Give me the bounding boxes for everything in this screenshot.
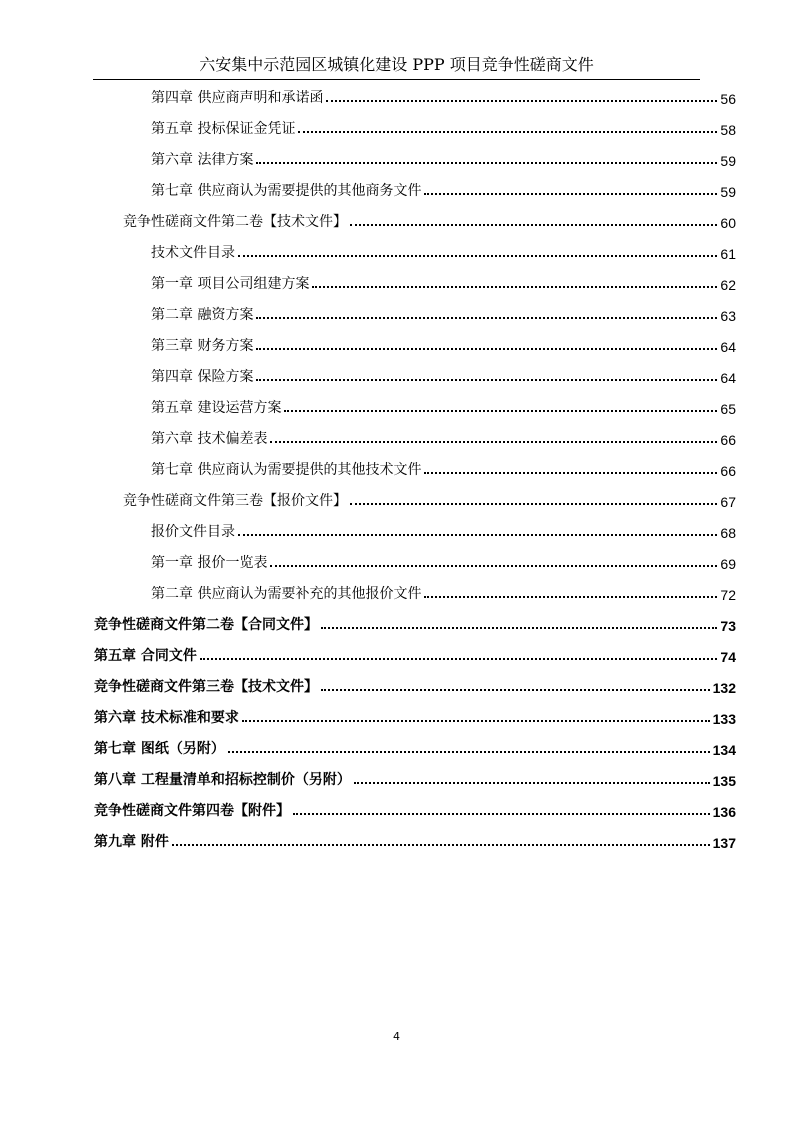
toc-entry-title: 竞争性磋商文件第三卷【报价文件】 [123,493,347,509]
toc-entry[interactable] [94,674,736,696]
toc-entry[interactable] [151,333,736,355]
toc-leader-dots [172,844,710,846]
toc-entry-page: 137 [712,835,736,851]
toc-entry-title: 第四章 供应商声明和承诺函 [151,90,324,106]
toc-entry-title: 第九章 附件 [94,834,169,850]
toc-leader-dots [321,627,717,629]
toc-entry[interactable] [94,612,736,634]
toc-leader-dots [326,100,717,102]
toc-leader-dots [256,379,717,381]
toc-leader-dots [284,410,717,412]
toc-leader-dots [350,224,717,226]
toc-entry-page: 59 [720,184,736,200]
toc-entry-title: 竞争性磋商文件第二卷【技术文件】 [123,214,347,230]
toc-entry-title: 第五章 投标保证金凭证 [151,121,296,137]
toc-entry-page: 63 [720,308,736,324]
toc-entry[interactable] [94,829,736,851]
toc-entry-page: 56 [720,91,736,107]
toc-entry-title: 报价文件目录 [151,524,235,540]
document-header-title: 六安集中示范园区城镇化建设 PPP 项目竞争性磋商文件 [199,55,594,74]
toc-entry-title: 第七章 供应商认为需要提供的其他商务文件 [151,183,422,199]
toc-entry-title: 第五章 建设运营方案 [151,400,282,416]
toc-entry-page: 58 [720,122,736,138]
toc-leader-dots [424,472,717,474]
toc-leader-dots [242,720,710,722]
toc-entry-title: 第七章 图纸（另附） [94,741,225,757]
toc-entry-title: 第二章 供应商认为需要补充的其他报价文件 [151,586,422,602]
toc-entry[interactable] [151,519,736,541]
toc-entry-page: 64 [720,339,736,355]
toc-entry-page: 60 [720,215,736,231]
toc-entry-page: 67 [720,494,736,510]
toc-entry-title: 第六章 技术标准和要求 [94,710,239,726]
toc-leader-dots [270,441,717,443]
toc-leader-dots [312,286,717,288]
toc-entry-page: 133 [712,711,736,727]
toc-leader-dots [256,317,717,319]
toc-entry-title: 第六章 技术偏差表 [151,431,268,447]
toc-entry[interactable] [151,426,736,448]
toc-entry-title: 第八章 工程量清单和招标控制价（另附） [94,772,351,788]
toc-entry[interactable] [94,736,736,758]
toc-leader-dots [238,534,717,536]
toc-entry-title: 竞争性磋商文件第二卷【合同文件】 [94,617,318,633]
page-number: 4 [393,1030,400,1043]
toc-entry-title: 竞争性磋商文件第四卷【附件】 [94,803,290,819]
toc-entry-page: 72 [720,587,736,603]
toc-leader-dots [298,131,717,133]
toc-entry[interactable] [94,705,736,727]
toc-entry[interactable] [151,302,736,324]
toc-entry[interactable] [94,643,736,665]
toc-entry[interactable] [151,550,736,572]
toc-entry-title: 第七章 供应商认为需要提供的其他技术文件 [151,462,422,478]
toc-entry-page: 68 [720,525,736,541]
toc-entry-page: 136 [712,804,736,820]
toc-leader-dots [293,813,710,815]
toc-entry-page: 132 [712,680,736,696]
toc-leader-dots [350,503,717,505]
toc-entry-page: 135 [712,773,736,789]
toc-entry[interactable] [151,240,736,262]
toc-leader-dots [354,782,710,784]
toc-leader-dots [200,658,718,660]
toc-entry-page: 134 [712,742,736,758]
toc-entry-page: 64 [720,370,736,386]
toc-entry-page: 69 [720,556,736,572]
toc-leader-dots [228,751,710,753]
toc-entry-title: 第五章 合同文件 [94,648,197,664]
toc-entry[interactable] [151,271,736,293]
toc-entry[interactable] [151,364,736,386]
toc-leader-dots [424,193,717,195]
toc-leader-dots [256,348,717,350]
toc-entry-title: 第四章 保险方案 [151,369,254,385]
toc-entry-page: 74 [720,649,736,665]
toc-entry-page: 66 [720,463,736,479]
toc-entry[interactable] [151,395,736,417]
toc-entry-title: 第一章 报价一览表 [151,555,268,571]
toc-entry[interactable] [151,116,736,138]
toc-entry-page: 62 [720,277,736,293]
toc-entry-page: 73 [720,618,736,634]
toc-entry[interactable] [151,85,736,107]
toc-entry-page: 59 [720,153,736,169]
toc-entry[interactable] [94,798,736,820]
toc-leader-dots [270,565,717,567]
toc-entry-title: 第三章 财务方案 [151,338,254,354]
toc-leader-dots [321,689,710,691]
toc-entry-title: 竞争性磋商文件第三卷【技术文件】 [94,679,318,695]
toc-entry[interactable] [123,209,736,231]
toc-entry-title: 第二章 融资方案 [151,307,254,323]
toc-entry[interactable] [151,147,736,169]
toc-entry[interactable] [151,457,736,479]
toc-entry[interactable] [151,581,736,603]
toc-entry-title: 第六章 法律方案 [151,152,254,168]
toc-entry-title: 第一章 项目公司组建方案 [151,276,310,292]
toc-entry[interactable] [94,767,736,789]
toc-entry-page: 61 [720,246,736,262]
toc-entry[interactable] [123,488,736,510]
toc-entry-page: 66 [720,432,736,448]
toc-entry-page: 65 [720,401,736,417]
toc-leader-dots [424,596,717,598]
toc-leader-dots [256,162,717,164]
toc-entry-title: 技术文件目录 [151,245,235,261]
toc-entry[interactable] [151,178,736,200]
toc-leader-dots [238,255,717,257]
